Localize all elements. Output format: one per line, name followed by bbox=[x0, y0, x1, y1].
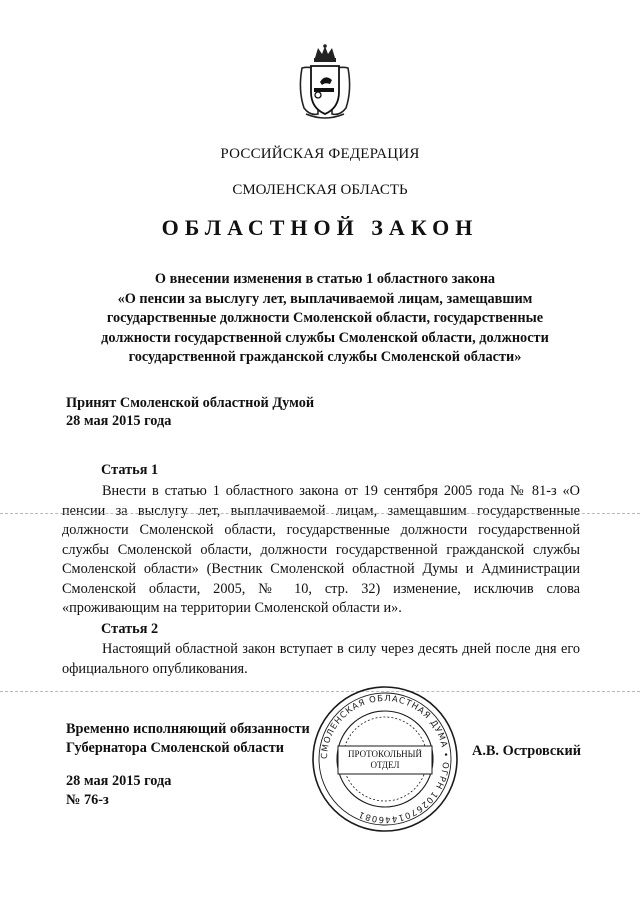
law-title-line: государственные должности Смоленской области, государственные bbox=[106, 310, 544, 326]
article-1-paragraph: Внести в статью 1 областного закона от 19 сентября 2005 года № 81-з «О пенсии за выслугу лет, выплачиваемой лицам, замещавшим государственные должности Смоленской области, государственные должности государственной службы Смоленской области, должности государственной гражданской службы Смоленской области» (Вестник Смоленской областной Думы и Администрации Смоленской области, 2005, № 10, стр. 32) изменение, исключив слова «проживающим на территории Смоленской области и». bbox=[62, 483, 580, 616]
country-name: РОССИЙСКАЯ ФЕДЕРАЦИЯ bbox=[220, 146, 420, 162]
law-title-line: О внесении изменения в статью 1 областного закона bbox=[154, 271, 496, 287]
signatory-position bbox=[66, 720, 310, 758]
adoption-note bbox=[66, 394, 314, 430]
law-number: № 76-з bbox=[66, 792, 109, 808]
coat-of-arms-icon bbox=[296, 44, 354, 120]
article-1-heading: Статья 1 bbox=[101, 462, 159, 478]
document-type: ОБЛАСТНОЙ ЗАКОН bbox=[161, 215, 479, 240]
law-title-line: «О пенсии за выслугу лет, выплачиваемой лицам, замещавшим bbox=[117, 290, 533, 307]
stamp-ring-text: СМОЛЕНСКАЯ ОБЛАСТНАЯ ДУМА • ОГРН 1026701446081 bbox=[319, 693, 451, 825]
signatory-position-line: Временно исполняющий обязанности bbox=[66, 721, 310, 737]
law-title-line: государственной гражданской службы Смоленской области» bbox=[128, 349, 522, 365]
signatory-name: А.В. Островский bbox=[472, 743, 581, 759]
signatory-position-line: Губернатора Смоленской области bbox=[66, 740, 284, 756]
signing-info bbox=[66, 772, 171, 810]
article-1-text bbox=[62, 482, 580, 619]
stamp-center-line: ОТДЕЛ bbox=[370, 760, 400, 770]
adoption-date: 28 мая 2015 года bbox=[66, 413, 172, 429]
signing-date: 28 мая 2015 года bbox=[66, 773, 172, 789]
article-2-text bbox=[62, 640, 580, 679]
law-title-line: должности государственной службы Смоленской области, должности bbox=[101, 329, 549, 346]
article-2-heading: Статья 2 bbox=[101, 621, 159, 637]
law-title bbox=[60, 270, 590, 368]
stamp-center-line: ПРОТОКОЛЬНЫЙ bbox=[348, 749, 422, 759]
adoption-body: Принят Смоленской областной Думой bbox=[66, 395, 315, 411]
article-2-paragraph: Настоящий областной закон вступает в силу через десять дней после дня его официального опубликования. bbox=[62, 641, 580, 677]
scan-artifact-line bbox=[0, 513, 640, 514]
stamp-center-label bbox=[343, 749, 427, 771]
region-name: СМОЛЕНСКАЯ ОБЛАСТЬ bbox=[232, 182, 408, 198]
